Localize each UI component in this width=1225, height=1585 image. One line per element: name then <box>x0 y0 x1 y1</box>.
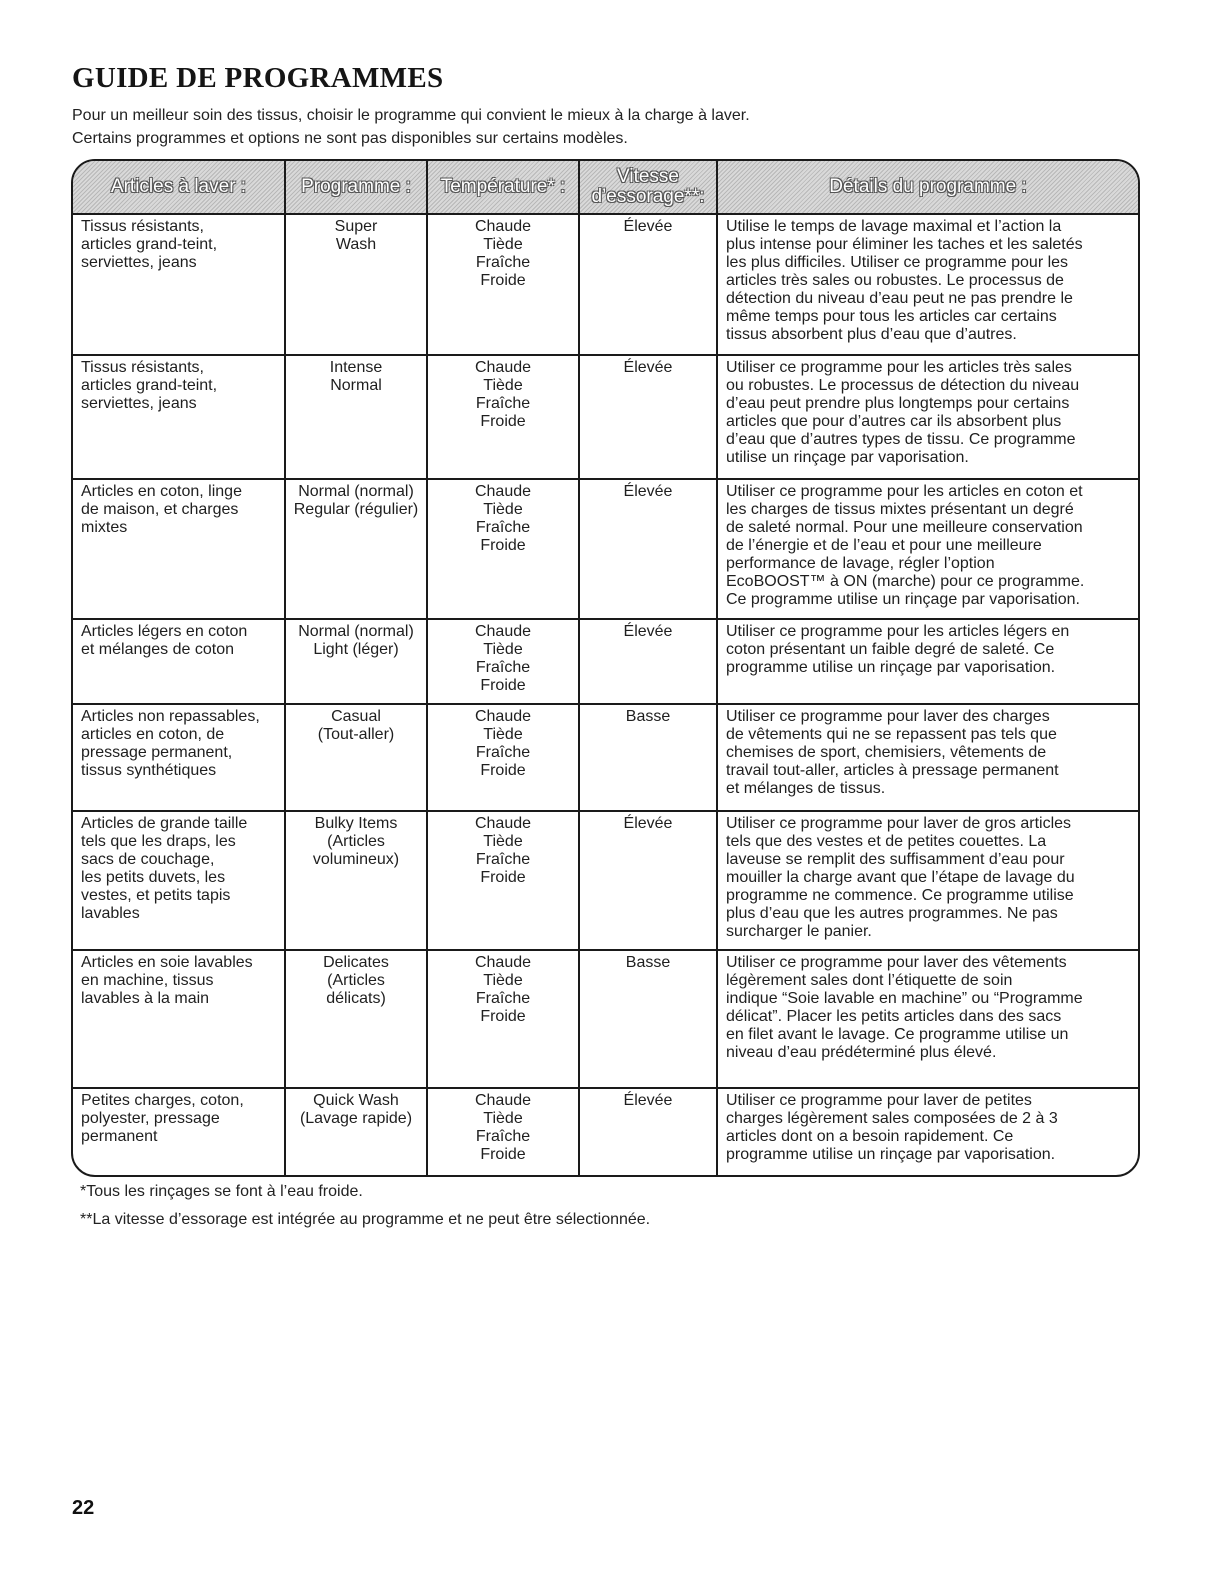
cell-programme-line: Regular (régulier) <box>293 500 419 518</box>
cell-details <box>717 704 1138 811</box>
cell-programme <box>285 704 427 811</box>
cell-details-line: indique “Soie lavable en machine” ou “Programme <box>726 989 1083 1007</box>
cell-temperature-line: Tiède <box>483 640 523 658</box>
cell-details-line: de l’énergie et de l’eau et pour une meilleure <box>726 536 1042 554</box>
header-vitesse <box>579 161 717 214</box>
cell-articles-line: de maison, et charges <box>81 500 239 518</box>
cell-programme <box>285 479 427 619</box>
cell-articles-line: Tissus résistants, <box>81 358 204 376</box>
cell-temperature-line: Chaude <box>474 482 532 500</box>
cell-programme-line: volumineux) <box>312 850 400 868</box>
cell-details-line: chemises de sport, chemisiers, vêtements de <box>726 744 1047 762</box>
intro-line-1: Pour un meilleur soin des tissus, choisir le programme qui convient le mieux à la charge à laver. <box>72 107 750 124</box>
cell-details-line: plus d’eau que les autres programmes. Ne pas <box>726 904 1058 922</box>
cell-temperature-line: Froide <box>480 676 526 694</box>
cell-details-line: détection du niveau d’eau peut ne pas prendre le <box>726 290 1073 307</box>
cell-programme-line: Super <box>334 218 378 235</box>
cell-vitesse: Élevée <box>579 811 717 950</box>
cell-details-line: mouiller la charge avant que l’étape de lavage du <box>726 868 1075 886</box>
cell-details-line: travail tout-aller, articles à pressage permanent <box>726 762 1059 780</box>
cell-details-line: performance de lavage, régler l’option <box>726 554 995 572</box>
cell-details <box>717 214 1138 355</box>
cell-details-line: Utiliser ce programme pour les articles en coton et <box>726 482 1083 500</box>
table-row <box>73 1088 1138 1175</box>
cell-articles <box>73 619 285 705</box>
cell-articles-line: et mélanges de coton <box>81 640 234 658</box>
cell-details-line: de vêtements qui ne se repassent pas tels que <box>726 726 1057 744</box>
cell-details-line: Utiliser ce programme pour les articles très sales <box>726 358 1072 376</box>
cell-articles-line: tissus synthétiques <box>81 762 217 780</box>
header-programme: Programme : <box>285 161 427 214</box>
page-number: 22 <box>72 1497 95 1519</box>
cell-programme <box>285 1088 427 1175</box>
cell-temperature-line: Fraîche <box>475 989 531 1007</box>
cell-details-line: légèrement sales dont l’étiquette de soin <box>726 971 1013 989</box>
cell-programme-line: Normal (normal) <box>298 482 414 500</box>
cell-temperature <box>427 214 579 355</box>
cell-articles-line: Articles en soie lavables <box>81 953 253 971</box>
cell-details-line: charges légèrement sales composées de 2 à 3 <box>726 1110 1058 1128</box>
cell-details-line: Utilise le temps de lavage maximal et l’action la <box>726 218 1062 235</box>
cell-temperature-line: Chaude <box>474 358 532 376</box>
table-row <box>73 704 1138 811</box>
cell-articles-line: articles grand-teint, <box>81 376 218 394</box>
footnote-rinse: *Tous les rinçages se font à l’eau froide. <box>80 1183 363 1200</box>
cell-details-line: d’eau peut prendre plus longtemps pour certains <box>726 394 1070 412</box>
cell-articles-line: permanent <box>81 1128 158 1146</box>
header-vitesse-line-1: Vitesse <box>617 166 679 187</box>
cell-temperature-line: Chaude <box>474 622 532 640</box>
cell-programme <box>285 619 427 705</box>
cell-programme-line: Normal (normal) <box>298 622 414 640</box>
cell-temperature-line: Froide <box>480 762 526 780</box>
cell-vitesse: Élevée <box>579 619 717 705</box>
cell-details-line: programme utilise un rinçage par vaporisation. <box>726 658 1056 676</box>
cell-details-line: Utiliser ce programme pour laver de petites <box>726 1092 1032 1110</box>
table-body <box>73 214 1138 1175</box>
cell-details-line: de saleté normal. Pour une meilleure conservation <box>726 518 1083 536</box>
cell-temperature <box>427 479 579 619</box>
cell-details-line: Utiliser ce programme pour laver des charges <box>726 708 1050 726</box>
cell-temperature-line: Froide <box>480 1007 526 1025</box>
cell-details-line: articles dont on a besoin rapidement. Ce <box>726 1128 1014 1146</box>
cell-programme-line: Delicates <box>323 953 389 971</box>
cell-articles <box>73 950 285 1089</box>
program-table <box>73 161 1138 1175</box>
cell-articles <box>73 811 285 950</box>
cell-details-line: laveuse se remplit des suffisamment d’eau pour <box>726 850 1065 868</box>
cell-programme <box>285 214 427 355</box>
cell-articles-line: articles grand-teint, <box>81 236 218 253</box>
intro-line-2: Certains programmes et options ne sont pas disponibles sur certains modèles. <box>72 130 628 147</box>
cell-vitesse: Élevée <box>579 214 717 355</box>
cell-details-line: les plus difficiles. Utiliser ce programme pour les <box>726 254 1069 271</box>
cell-temperature-line: Chaude <box>474 708 532 726</box>
cell-temperature <box>427 950 579 1089</box>
cell-details-line: programme ne commence. Ce programme utilise <box>726 886 1074 904</box>
cell-articles <box>73 479 285 619</box>
cell-details-line: tels que des vestes et de petites couettes. La <box>726 832 1047 850</box>
cell-programme-line: Casual <box>331 708 381 726</box>
cell-programme-line: Quick Wash <box>313 1092 399 1110</box>
cell-details-line: articles que pour d’autres car ils absorbent plus <box>726 412 1062 430</box>
cell-temperature <box>427 355 579 479</box>
cell-details-line: utilise un rinçage par vaporisation. <box>726 448 969 466</box>
cell-details-line: d’eau que d’autres types de tissu. Ce programme <box>726 430 1076 448</box>
table-row <box>73 479 1138 619</box>
cell-temperature-line: Tiède <box>483 236 523 253</box>
cell-temperature-line: Chaude <box>474 1092 532 1110</box>
cell-articles-line: Petites charges, coton, <box>81 1092 244 1110</box>
cell-details <box>717 479 1138 619</box>
cell-temperature-line: Fraîche <box>475 658 531 676</box>
cell-vitesse: Élevée <box>579 1088 717 1175</box>
footnotes <box>80 1178 650 1234</box>
table-row <box>73 355 1138 479</box>
cell-temperature <box>427 704 579 811</box>
cell-articles-line: Tissus résistants, <box>81 218 204 235</box>
cell-programme-line: (Articles <box>327 832 385 850</box>
cell-details-line: en filet avant le lavage. Ce programme utilise un <box>726 1025 1069 1043</box>
cell-details <box>717 355 1138 479</box>
cell-articles-line: en machine, tissus <box>81 971 214 989</box>
cell-temperature-line: Fraîche <box>475 744 531 762</box>
cell-articles-line: pressage permanent, <box>81 744 233 762</box>
program-guide-table <box>71 159 1140 1177</box>
header-articles: Articles à laver : <box>73 161 285 214</box>
cell-details-line: et mélanges de tissus. <box>726 780 886 798</box>
header-vitesse-line-2: d’essorage**: <box>591 186 705 207</box>
header-details: Détails du programme : <box>717 161 1138 214</box>
cell-details-line: programme utilise un rinçage par vaporisation. <box>726 1146 1056 1164</box>
cell-temperature-line: Fraîche <box>475 1128 531 1146</box>
cell-temperature-line: Froide <box>480 412 526 430</box>
cell-articles-line: lavables à la main <box>81 989 210 1007</box>
cell-details <box>717 811 1138 950</box>
cell-programme-line: (Lavage rapide) <box>299 1110 413 1128</box>
cell-articles <box>73 214 285 355</box>
page-title: GUIDE DE PROGRAMMES <box>72 62 444 94</box>
cell-programme <box>285 950 427 1089</box>
cell-programme <box>285 355 427 479</box>
cell-temperature-line: Fraîche <box>475 850 531 868</box>
cell-vitesse: Basse <box>579 950 717 1089</box>
cell-articles <box>73 1088 285 1175</box>
cell-details-line: plus intense pour éliminer les taches et les saletés <box>726 236 1083 253</box>
cell-articles-line: Articles légers en coton <box>81 622 248 640</box>
cell-temperature-line: Froide <box>480 536 526 554</box>
cell-vitesse: Basse <box>579 704 717 811</box>
cell-articles-line: sacs de couchage, <box>81 850 215 868</box>
cell-temperature-line: Chaude <box>474 814 532 832</box>
cell-articles-line: les petits duvets, les <box>81 868 226 886</box>
cell-articles-line: tels que les draps, les <box>81 832 236 850</box>
cell-programme-line: (Articles <box>327 971 385 989</box>
cell-articles-line: lavables <box>81 904 140 922</box>
cell-temperature-line: Froide <box>480 272 526 289</box>
cell-programme-line: Light (léger) <box>313 640 399 658</box>
cell-articles-line: mixtes <box>81 518 128 536</box>
cell-articles-line: serviettes, jeans <box>81 254 197 271</box>
cell-details <box>717 1088 1138 1175</box>
cell-programme-line: (Tout-aller) <box>317 726 395 744</box>
cell-details-line: EcoBOOST™ à ON (marche) pour ce programme. <box>726 572 1085 590</box>
cell-details-line: niveau d’eau prédéterminé plus élevé. <box>726 1043 997 1061</box>
cell-vitesse: Élevée <box>579 355 717 479</box>
header-temperature: Température* : <box>427 161 579 214</box>
cell-articles-line: Articles de grande taille <box>81 814 248 832</box>
cell-details-line: Utiliser ce programme pour laver des vêtements <box>726 953 1067 971</box>
cell-articles-line: polyester, pressage <box>81 1110 220 1128</box>
cell-articles <box>73 355 285 479</box>
cell-articles-line: serviettes, jeans <box>81 394 197 412</box>
cell-temperature-line: Froide <box>480 1146 526 1164</box>
cell-details-line: Ce programme utilise un rinçage par vaporisation. <box>726 590 1080 608</box>
cell-details <box>717 619 1138 705</box>
table-row <box>73 950 1138 1089</box>
cell-programme-line: Bulky Items <box>314 814 398 832</box>
cell-temperature-line: Fraîche <box>475 394 531 412</box>
cell-temperature-line: Tiède <box>483 832 523 850</box>
cell-temperature <box>427 1088 579 1175</box>
cell-details-line: même temps pour tous les articles car certains <box>726 308 1057 325</box>
cell-vitesse: Élevée <box>579 479 717 619</box>
cell-temperature-line: Tiède <box>483 971 523 989</box>
cell-temperature-line: Chaude <box>474 218 532 235</box>
cell-articles <box>73 704 285 811</box>
cell-programme-line: Normal <box>330 376 382 394</box>
cell-temperature-line: Froide <box>480 868 526 886</box>
cell-details-line: surcharger le panier. <box>726 922 872 940</box>
cell-details-line: coton présentant un faible degré de saleté. Ce <box>726 640 1055 658</box>
table-header-row <box>73 161 1138 214</box>
cell-details-line: délicat”. Placer les petits articles dans des sacs <box>726 1007 1062 1025</box>
table-row <box>73 619 1138 705</box>
cell-articles-line: Articles non repassables, <box>81 708 260 726</box>
cell-articles-line: vestes, et petits tapis <box>81 886 231 904</box>
cell-details-line: Utiliser ce programme pour les articles légers en <box>726 622 1070 640</box>
cell-articles-line: articles en coton, de <box>81 726 225 744</box>
cell-temperature-line: Tiède <box>483 500 523 518</box>
cell-temperature-line: Tiède <box>483 726 523 744</box>
cell-programme-line: délicats) <box>326 989 386 1007</box>
cell-articles-line: Articles en coton, linge <box>81 482 242 500</box>
cell-details-line: ou robustes. Le processus de détection du niveau <box>726 376 1080 394</box>
cell-temperature-line: Fraîche <box>475 518 531 536</box>
table-row <box>73 214 1138 355</box>
cell-temperature-line: Chaude <box>474 953 532 971</box>
cell-programme-line: Wash <box>335 236 377 253</box>
cell-temperature-line: Tiède <box>483 376 523 394</box>
cell-temperature <box>427 811 579 950</box>
cell-details-line: tissus absorbent plus d’eau que d’autres. <box>726 326 1017 343</box>
cell-details-line: les charges de tissus mixtes présentant un degré <box>726 500 1074 518</box>
cell-temperature-line: Fraîche <box>475 254 531 271</box>
cell-temperature <box>427 619 579 705</box>
footnote-spin: **La vitesse d’essorage est intégrée au programme et ne peut être sélectionnée. <box>80 1211 651 1228</box>
cell-temperature-line: Tiède <box>483 1110 523 1128</box>
cell-details <box>717 950 1138 1089</box>
cell-details-line: Utiliser ce programme pour laver de gros articles <box>726 814 1072 832</box>
cell-programme-line: Intense <box>329 358 383 376</box>
cell-details-line: articles très sales ou robustes. Le processus de <box>726 272 1064 289</box>
intro-text <box>72 104 1152 150</box>
table-row <box>73 811 1138 950</box>
cell-programme <box>285 811 427 950</box>
